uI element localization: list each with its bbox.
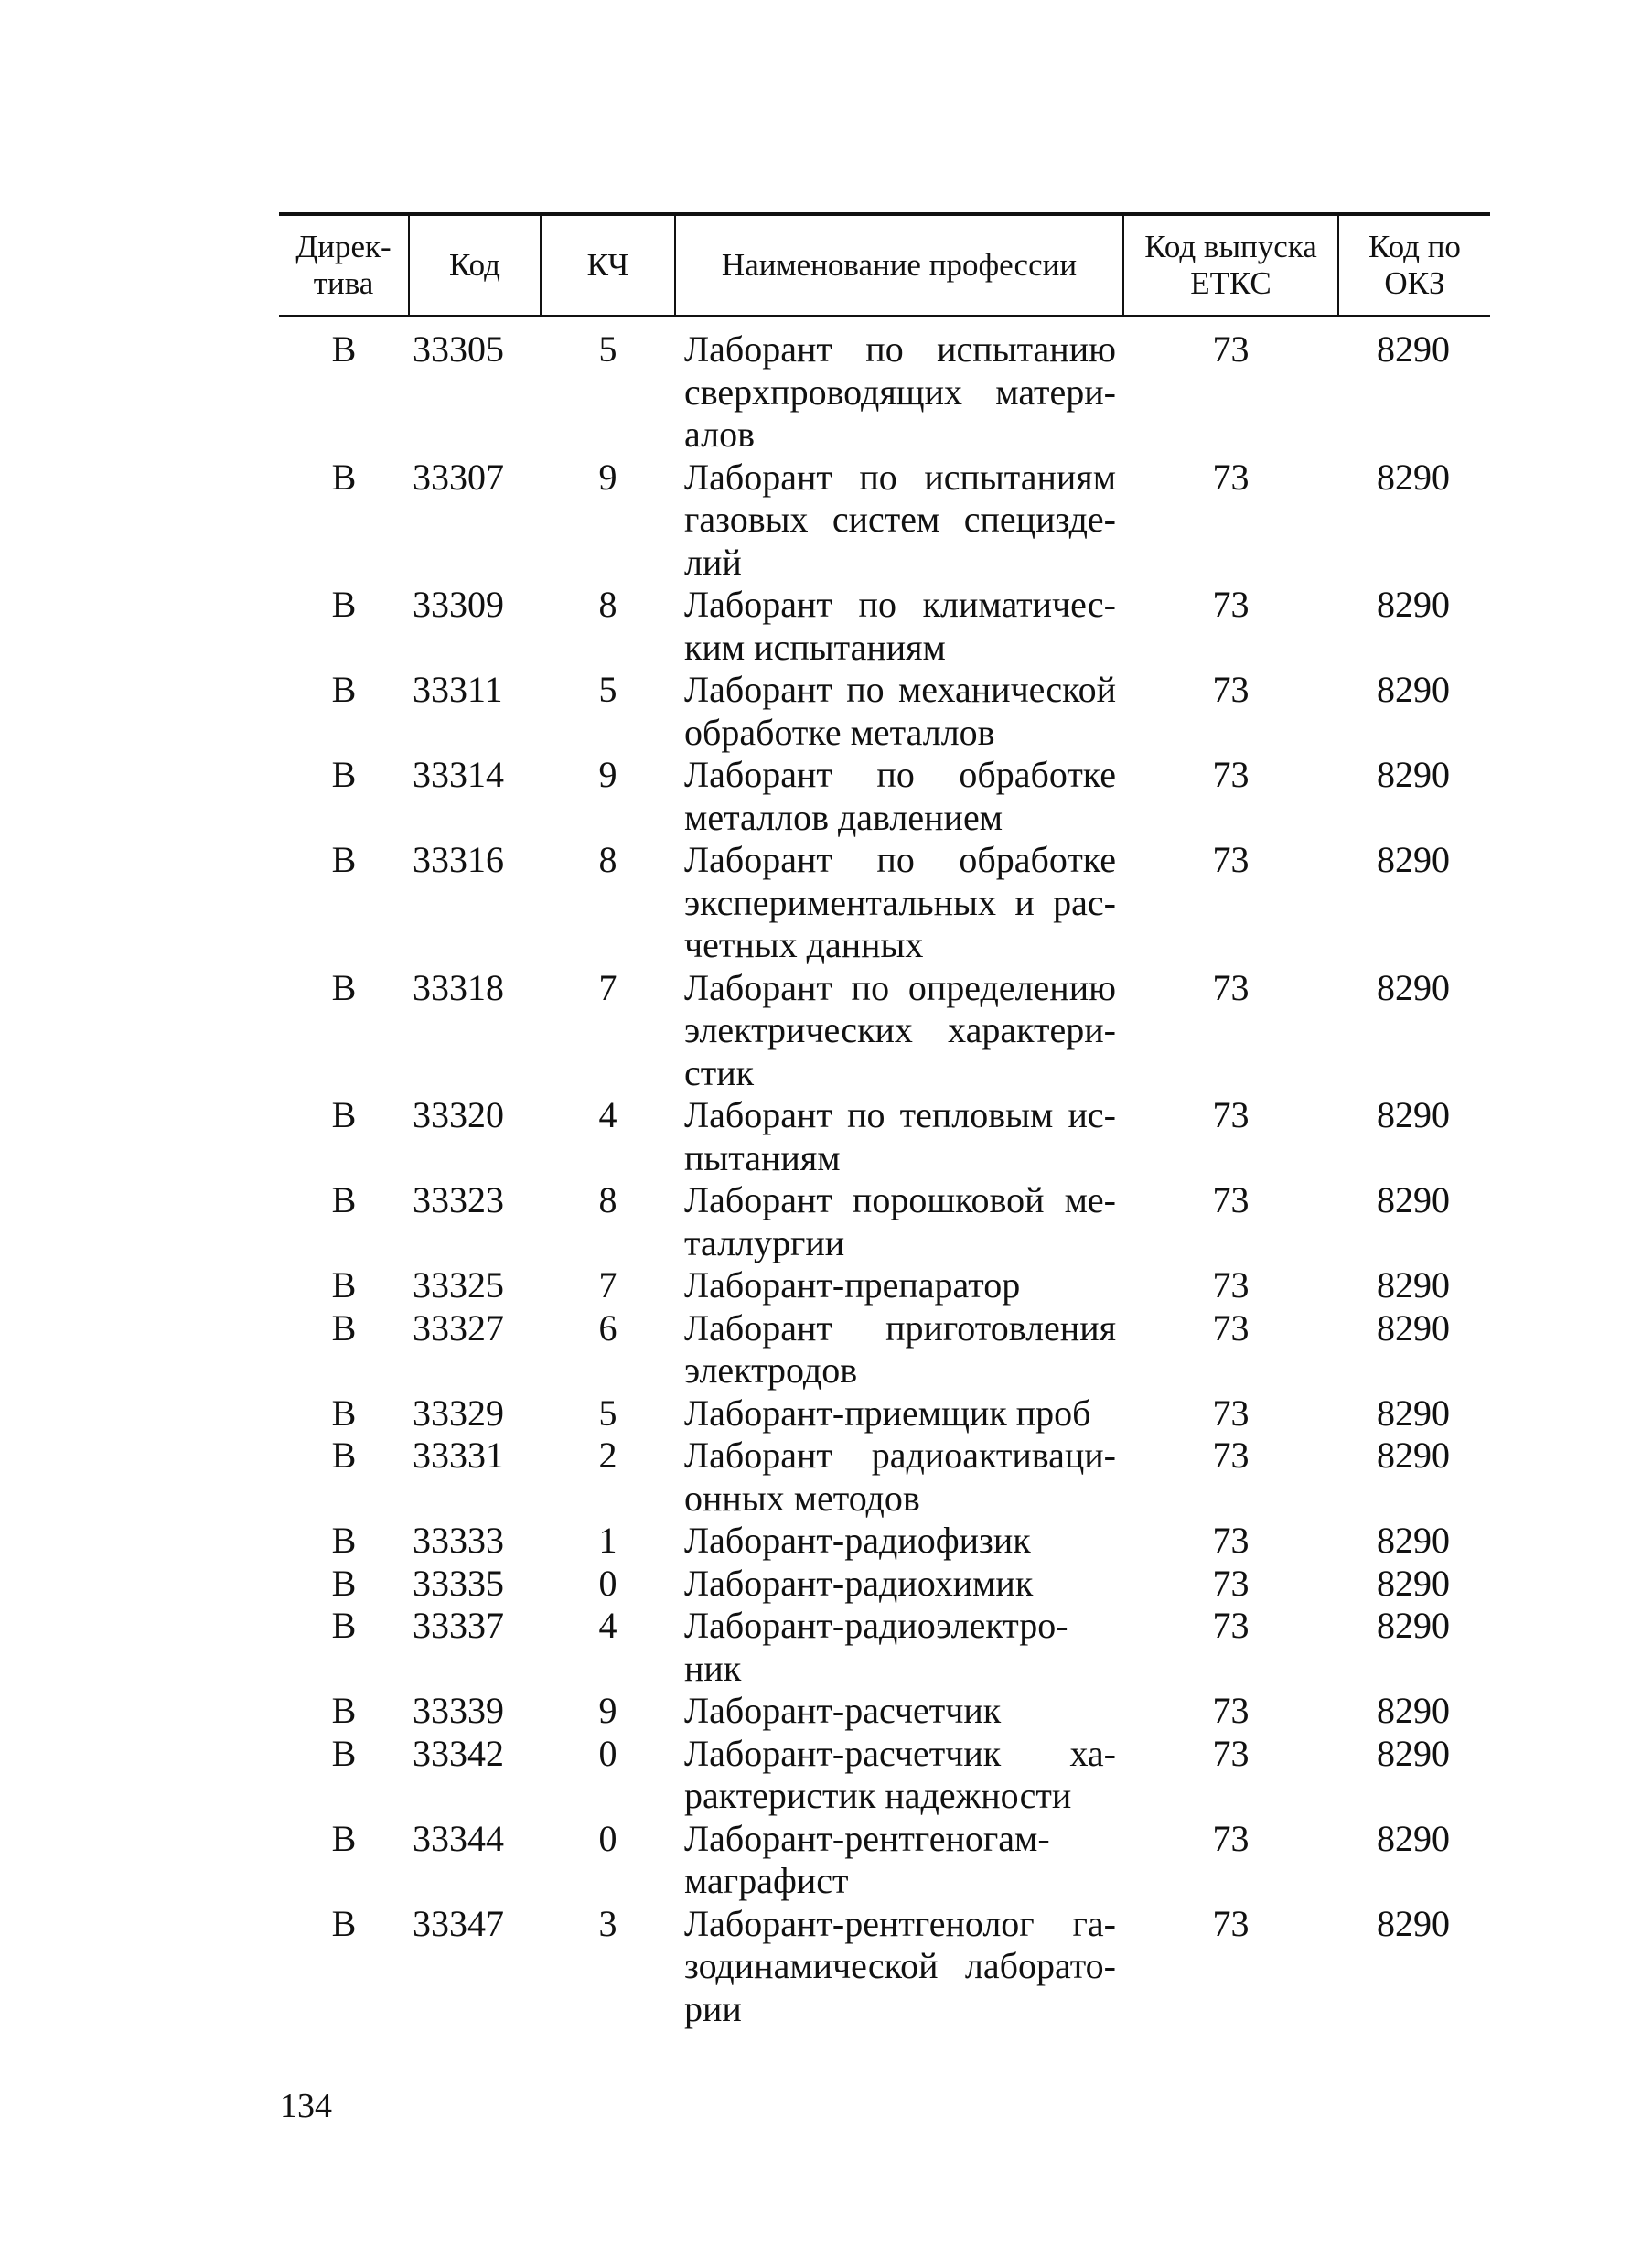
profession-name-cell: Лаборант-рентгеногам-маграфист	[684, 1817, 1050, 1901]
header-directive	[279, 214, 409, 317]
okz-code-cell: 8290	[1377, 754, 1450, 795]
table-row	[279, 754, 1490, 839]
kch-cell: 4	[598, 1605, 617, 1646]
table-row	[279, 1605, 1490, 1690]
kch-cell: 9	[598, 754, 617, 795]
kch-cell: 4	[598, 1094, 617, 1135]
header-profession-name: Наименование профессии	[675, 214, 1123, 317]
table-row	[279, 1094, 1490, 1179]
okz-code-cell: 8290	[1377, 1094, 1450, 1135]
profession-name-cell: Лаборант-приемщик проб	[684, 1392, 1091, 1434]
code-cell: 33339	[413, 1690, 504, 1731]
directive-cell: В	[331, 669, 357, 710]
kch-cell: 8	[598, 839, 617, 880]
directive-cell: В	[331, 754, 357, 795]
code-cell: 33342	[413, 1732, 504, 1774]
code-cell: 33347	[413, 1902, 504, 1944]
directive-cell: В	[331, 966, 357, 1008]
profession-name-cell: Лаборант по климатичес-ким испытаниям	[684, 584, 1116, 668]
etks-code-cell: 73	[1212, 1094, 1250, 1135]
header-directive-line2: тива	[313, 265, 374, 301]
etks-code-cell: 73	[1212, 1562, 1250, 1604]
code-cell: 33316	[413, 839, 504, 880]
directive-cell: В	[331, 839, 357, 880]
table-row	[279, 669, 1490, 754]
etks-code-cell: 73	[1212, 1732, 1250, 1774]
okz-code-cell: 8290	[1377, 1179, 1450, 1220]
okz-code-cell: 8290	[1377, 669, 1450, 710]
code-cell: 33344	[413, 1817, 504, 1859]
etks-code-cell: 73	[1212, 456, 1250, 498]
directive-cell: В	[331, 1732, 357, 1774]
etks-code-cell: 73	[1212, 839, 1250, 880]
header-etks-line2: ЕТКС	[1190, 265, 1272, 301]
profession-name-cell: Лаборант по тепловым ис-пытаниям	[684, 1094, 1116, 1178]
code-cell: 33311	[413, 669, 503, 710]
profession-name-cell: Лаборант по испытаниям газовых систем специзде-лий	[684, 456, 1116, 583]
table-row	[279, 317, 1490, 457]
code-cell: 33331	[413, 1435, 504, 1476]
header-etks-code	[1123, 214, 1338, 317]
table-row	[279, 1520, 1490, 1563]
kch-cell: 9	[598, 456, 617, 498]
directive-cell: В	[331, 1605, 357, 1646]
okz-code-cell: 8290	[1377, 1562, 1450, 1604]
okz-code-cell: 8290	[1377, 456, 1450, 498]
profession-name-cell: Лаборант по обработке экспериментальных и рас-четных данных	[684, 839, 1116, 965]
kch-cell: 0	[598, 1562, 617, 1604]
table-row	[279, 1563, 1490, 1606]
okz-code-cell: 8290	[1377, 328, 1450, 370]
directive-cell: В	[331, 328, 357, 370]
etks-code-cell: 73	[1212, 966, 1250, 1008]
okz-code-cell: 8290	[1377, 839, 1450, 880]
code-cell: 33329	[413, 1392, 504, 1434]
directive-cell: В	[331, 1264, 357, 1306]
table-row	[279, 1307, 1490, 1392]
directive-cell: В	[331, 1392, 357, 1434]
code-cell: 33307	[413, 456, 504, 498]
table-row	[279, 1179, 1490, 1264]
directive-cell: В	[331, 1179, 357, 1220]
etks-code-cell: 73	[1212, 754, 1250, 795]
directive-cell: В	[331, 1902, 357, 1944]
kch-cell: 0	[598, 1732, 617, 1774]
kch-cell: 7	[598, 966, 617, 1008]
table-row	[279, 457, 1490, 585]
etks-code-cell: 73	[1212, 1520, 1250, 1561]
kch-cell: 5	[598, 328, 617, 370]
table-row	[279, 1392, 1490, 1435]
code-cell: 33320	[413, 1094, 504, 1135]
header-kch: КЧ	[541, 214, 675, 317]
okz-code-cell: 8290	[1377, 1690, 1450, 1731]
profession-name-cell: Лаборант-радиоэлектро-ник	[684, 1605, 1068, 1689]
profession-name-cell: Лаборант радиоактиваци-онных методов	[684, 1435, 1116, 1519]
table-row	[279, 1435, 1490, 1520]
directive-cell: В	[331, 1817, 357, 1859]
okz-code-cell: 8290	[1377, 584, 1450, 625]
profession-name-cell: Лаборант-препаратор	[684, 1264, 1021, 1306]
etks-code-cell: 73	[1212, 1817, 1250, 1859]
table-row	[279, 839, 1490, 967]
profession-name-cell: Лаборант приготовления электродов	[684, 1306, 1116, 1391]
page-number: 134	[280, 2087, 332, 2125]
kch-cell: 7	[598, 1264, 617, 1306]
code-cell: 33305	[413, 328, 504, 370]
etks-code-cell: 73	[1212, 1435, 1250, 1476]
profession-name-cell: Лаборант-радиофизик	[684, 1520, 1031, 1561]
code-cell: 33335	[413, 1562, 504, 1604]
header-okz-line2: ОКЗ	[1384, 265, 1445, 301]
table-body	[279, 317, 1490, 2031]
profession-name-cell: Лаборант по обработке металлов давлением	[684, 754, 1116, 838]
directive-cell: В	[331, 1306, 357, 1349]
table-header	[279, 214, 1490, 317]
etks-code-cell: 73	[1212, 1179, 1250, 1220]
kch-cell: 8	[598, 1179, 617, 1220]
header-okz-line1: Код по	[1368, 229, 1461, 264]
code-cell: 33325	[413, 1264, 504, 1306]
profession-name-cell: Лаборант-расчетчик	[684, 1690, 1002, 1731]
profession-name-cell: Лаборант-расчетчик ха-рактеристик надежности	[684, 1732, 1116, 1816]
okz-code-cell: 8290	[1377, 1817, 1450, 1859]
kch-cell: 6	[598, 1306, 617, 1349]
table-row	[279, 1733, 1490, 1818]
kch-cell: 2	[598, 1435, 617, 1476]
kch-cell: 8	[598, 584, 617, 625]
kch-cell: 5	[598, 1392, 617, 1434]
profession-name-cell: Лаборант по механической обработке металлов	[684, 669, 1116, 753]
code-cell: 33309	[413, 584, 504, 625]
table-row	[279, 1818, 1490, 1903]
okz-code-cell: 8290	[1377, 1435, 1450, 1476]
okz-code-cell: 8290	[1377, 1732, 1450, 1774]
kch-cell: 9	[598, 1690, 617, 1731]
profession-name-cell: Лаборант-рентгенолог га-зодинамической лаборато-рии	[684, 1902, 1116, 2029]
directive-cell: В	[331, 1520, 357, 1561]
okz-code-cell: 8290	[1377, 1520, 1450, 1561]
table-row	[279, 1903, 1490, 2031]
okz-code-cell: 8290	[1377, 1902, 1450, 1944]
professions-table-wrapper	[279, 212, 1490, 2030]
kch-cell: 5	[598, 669, 617, 710]
code-cell: 33323	[413, 1179, 504, 1220]
directive-cell: В	[331, 1562, 357, 1604]
table-row	[279, 1690, 1490, 1733]
header-code: Код	[409, 214, 541, 317]
header-directive-line1: Дирек-	[295, 229, 392, 264]
header-okz-code	[1338, 214, 1490, 317]
directive-cell: В	[331, 584, 357, 625]
etks-code-cell: 73	[1212, 1306, 1250, 1349]
code-cell: 33318	[413, 966, 504, 1008]
okz-code-cell: 8290	[1377, 1264, 1450, 1306]
kch-cell: 0	[598, 1817, 617, 1859]
profession-name-cell: Лаборант порошковой ме-таллургии	[684, 1179, 1116, 1263]
table-row	[279, 584, 1490, 669]
etks-code-cell: 73	[1212, 1264, 1250, 1306]
table-row	[279, 1264, 1490, 1307]
okz-code-cell: 8290	[1377, 966, 1450, 1008]
okz-code-cell: 8290	[1377, 1605, 1450, 1646]
okz-code-cell: 8290	[1377, 1392, 1450, 1434]
code-cell: 33327	[413, 1306, 504, 1349]
etks-code-cell: 73	[1212, 669, 1250, 710]
etks-code-cell: 73	[1212, 328, 1250, 370]
etks-code-cell: 73	[1212, 1392, 1250, 1434]
profession-name-cell: Лаборант по определению электрических характери-стик	[684, 966, 1116, 1093]
profession-name-cell: Лаборант-радиохимик	[684, 1562, 1034, 1604]
code-cell: 33314	[413, 754, 504, 795]
table-row	[279, 967, 1490, 1095]
header-row	[279, 214, 1490, 317]
kch-cell: 1	[598, 1520, 617, 1561]
kch-cell: 3	[598, 1902, 617, 1944]
header-etks-line1: Код выпуска	[1144, 229, 1317, 264]
etks-code-cell: 73	[1212, 1605, 1250, 1646]
etks-code-cell: 73	[1212, 1902, 1250, 1944]
etks-code-cell: 73	[1212, 584, 1250, 625]
directive-cell: В	[331, 456, 357, 498]
directive-cell: В	[331, 1435, 357, 1476]
directive-cell: В	[331, 1094, 357, 1135]
okz-code-cell: 8290	[1377, 1306, 1450, 1349]
code-cell: 33333	[413, 1520, 504, 1561]
profession-name-cell: Лаборант по испытанию сверхпроводящих матери-алов	[684, 328, 1116, 455]
professions-table	[279, 212, 1490, 2030]
etks-code-cell: 73	[1212, 1690, 1250, 1731]
directive-cell: В	[331, 1690, 357, 1731]
code-cell: 33337	[413, 1605, 504, 1646]
